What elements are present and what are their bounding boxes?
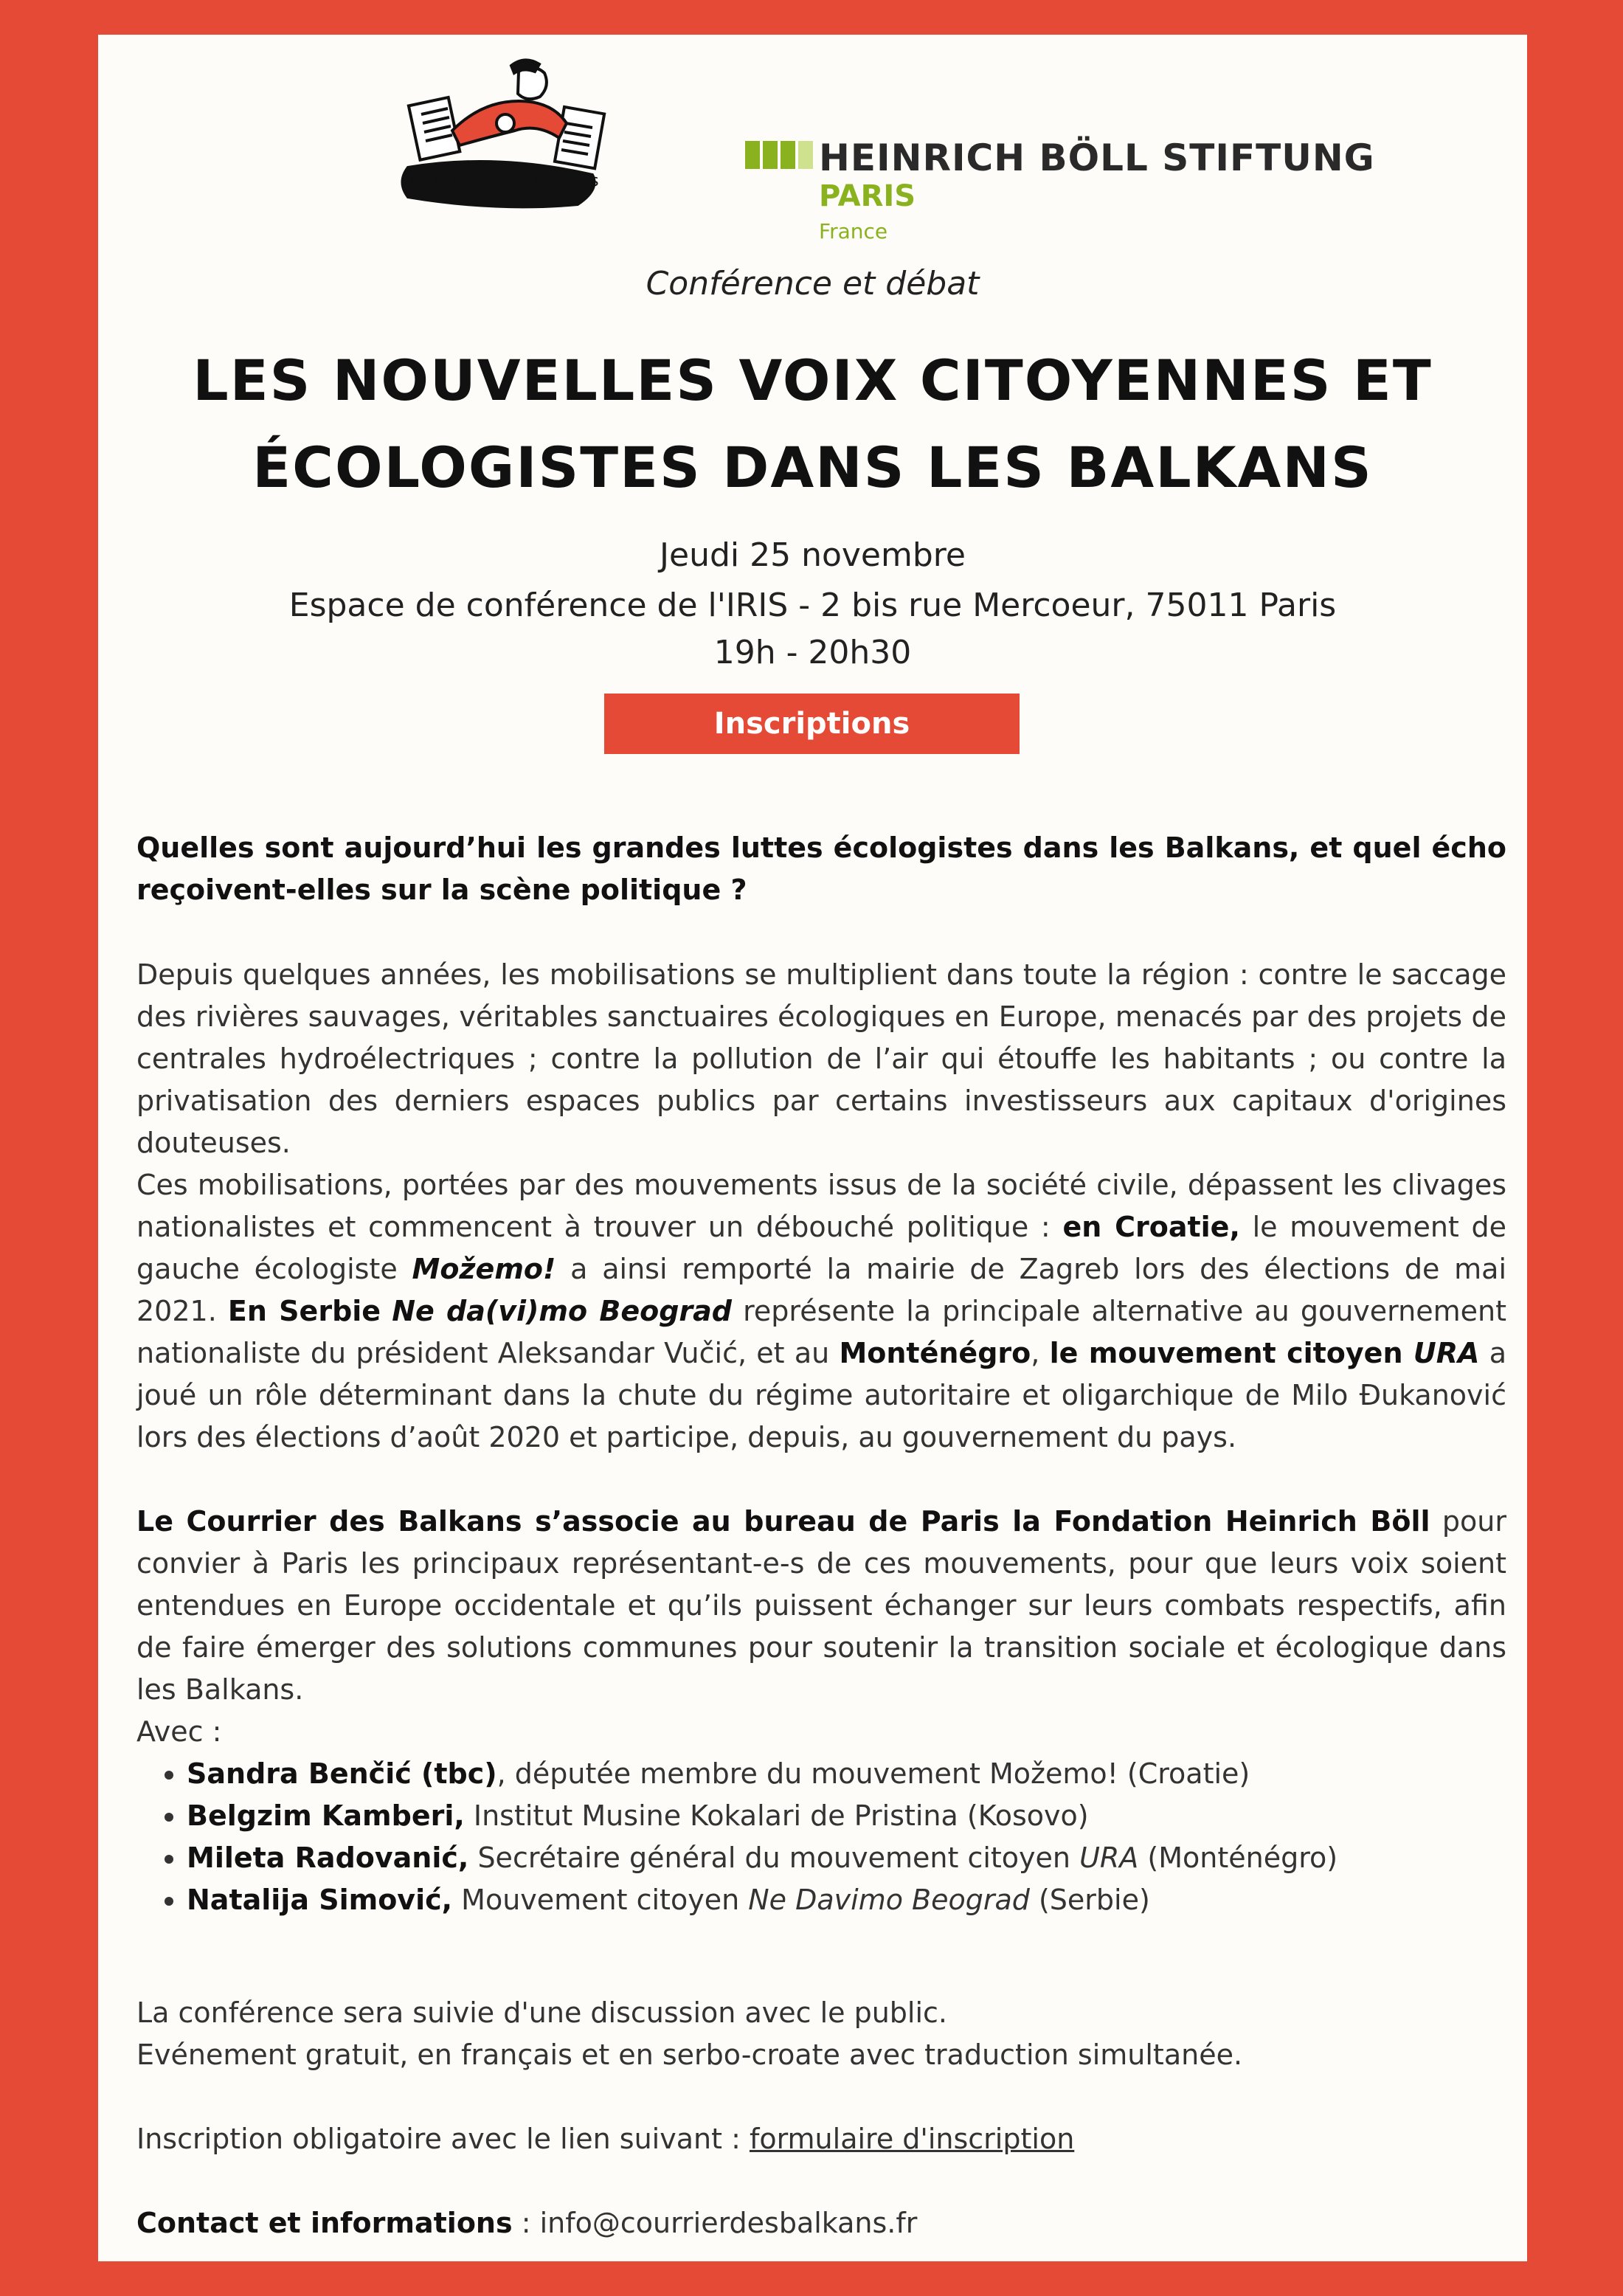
speaker-item [187, 1879, 1506, 1921]
hbs-name: HEINRICH BÖLL STIFTUNG [819, 136, 1375, 179]
p2-bold-serbie: En Serbie [227, 1295, 381, 1327]
speaker-item [187, 1753, 1506, 1795]
hbs-city: PARIS [819, 179, 916, 213]
p2-mozemo: Možemo! [412, 1253, 556, 1285]
p2-bold-croatie: en Croatie, [1062, 1211, 1240, 1243]
hbs-bar [781, 141, 795, 169]
event-time: 19h - 20h30 [713, 634, 912, 671]
contact-label: Contact et informations [136, 2207, 513, 2239]
hbs-bar [763, 141, 778, 169]
p2-text: , [1031, 1337, 1050, 1369]
question-text: Quelles sont aujourd’hui les grandes luttes écologistes dans les Balkans, et quel écho reçoivent-elles sur la scène politique ? [136, 831, 1506, 906]
logo-cdb-text: Le courrier des Balkans [409, 172, 599, 190]
hbs-bars-icon [745, 141, 816, 172]
speaker-sep [468, 1842, 477, 1874]
speaker-item [187, 1795, 1506, 1837]
speaker-sep: , [496, 1757, 515, 1790]
hbs-bar [798, 141, 813, 169]
p2-bold-montenegro: Monténégro [839, 1337, 1031, 1369]
speaker-desc: Institut Musine Kokalari de Pristina (Kosovo) [473, 1799, 1089, 1832]
p2-text: représente la principale alternative au gouvernement nationaliste du président Aleksandar Vučić, et au [136, 1295, 1506, 1369]
contact-sep: : [512, 2207, 540, 2239]
signup-text: Inscription obligatoire avec le lien suivant : [136, 2123, 750, 2155]
speaker-desc-em: URA [1079, 1842, 1139, 1874]
paragraph-1-text: Depuis quelques années, les mobilisations se multiplient dans toute la région : contre le saccage des rivières sauvages, véritables sanctuaires écologiques en Europe, menacés par des projets de centrales hydroélectriques ; contre la pollution de l’air qui étouffe les habitants ; ou contre la privatisation des derniers espaces publics par certains investisseurs aux capitaux d'origines douteuses. [136, 958, 1506, 1159]
speaker-desc: députée membre du mouvement Možemo! (Croatie) [514, 1757, 1250, 1790]
hbs-country: France [819, 219, 888, 243]
p2-ne-davimo-beograd: Ne da(vi)mo Beograd [392, 1295, 732, 1327]
p2-text: le mouvement de gauche écologiste [136, 1211, 1506, 1285]
speaker-sep [452, 1884, 461, 1916]
speakers-list [136, 1753, 1506, 1921]
speakers-label: Avec : [136, 1715, 222, 1748]
paragraph-mouvements [136, 1164, 1506, 1459]
event-title-line-1: LES NOUVELLES VOIX CITOYENNES ET [193, 347, 1433, 413]
courrier-des-balkans-logo [393, 57, 615, 256]
flyer-page [98, 35, 1527, 2261]
speaker-name: Belgzim Kamberi, [187, 1799, 465, 1832]
p3-text: pour convier à Paris les principaux représentant-e-s de ces mouvements, pour que leurs voix soient entendues en Europe occidentale et qu’ils puissent échanger sur leurs combats respectifs, afin de faire émerger des solutions communes pour soutenir la transition sociale et écologique dans les Balkans. [136, 1505, 1507, 1706]
speaker-desc: Secrétaire général du mouvement citoyen [477, 1842, 1080, 1874]
p2-ura: URA [1413, 1337, 1480, 1369]
contact-line [136, 2202, 1506, 2244]
speaker-sep [465, 1799, 474, 1832]
speaker-name: Sandra Benčić (tbc) [187, 1757, 497, 1790]
event-date: Jeudi 25 novembre [660, 536, 966, 574]
contact-email[interactable]: info@courrierdesbalkans.fr [539, 2207, 918, 2239]
event-title [98, 337, 1527, 511]
event-question [136, 827, 1506, 911]
speaker-desc: (Monténégro) [1138, 1842, 1338, 1874]
speaker-item [187, 1837, 1506, 1879]
paragraph-mobilisations [136, 954, 1506, 1164]
p2-text: a ainsi remporté la mairie de Zagreb lors des élections de mai 2021. [136, 1253, 1506, 1327]
followup-discussion: La conférence sera suivie d'une discussion avec le public. [136, 1996, 947, 2029]
p2-text: a joué un rôle déterminant dans la chute du régime autoritaire et oligarchique de Milo Đukanović lors des élections d’août 2020 et participe, depuis, au gouvernement du pays. [136, 1337, 1506, 1453]
p2-text: Ces mobilisations, portées par des mouvements issus de la société civile, dépassent les clivages nationalistes et commencent à trouver un débouché politique : [136, 1169, 1506, 1243]
speaker-desc: (Serbie) [1029, 1884, 1150, 1916]
paragraph-3-text [136, 1501, 1506, 1711]
followup-section [136, 1992, 1506, 2076]
speaker-desc: Mouvement citoyen [461, 1884, 749, 1916]
hbs-bar [745, 141, 760, 169]
inscriptions-button[interactable]: Inscriptions [604, 694, 1020, 754]
event-venue: Espace de conférence de l'IRIS - 2 bis rue Mercoeur, 75011 Paris [288, 587, 1337, 624]
p3-bold: Le Courrier des Balkans s’associe au bureau de Paris la Fondation Heinrich Böll [136, 1505, 1430, 1538]
event-title-line-2: ÉCOLOGISTES DANS LES BALKANS [252, 435, 1373, 500]
followup-gratuit: Evénement gratuit, en français et en serbo-croate avec traduction simultanée. [136, 2039, 1243, 2071]
speaker-desc-em: Ne Davimo Beograd [748, 1884, 1030, 1916]
paragraph-2-text [136, 1164, 1506, 1459]
signup-line [136, 2118, 1506, 2160]
speaker-name: Natalija Simović, [187, 1884, 453, 1916]
speakers-section [136, 1711, 1506, 1921]
heinrich-boell-stiftung-logo [716, 86, 1375, 271]
signup-form-link[interactable]: formulaire d'inscription [749, 2123, 1075, 2155]
p2-bold-mouvement: le mouvement citoyen [1049, 1337, 1413, 1369]
speaker-name: Mileta Radovanić, [187, 1842, 469, 1874]
contact-text-line [136, 2202, 1506, 2244]
signup-text-line [136, 2118, 1506, 2160]
event-kicker: Conférence et débat [646, 265, 980, 302]
paragraph-association [136, 1501, 1506, 1711]
